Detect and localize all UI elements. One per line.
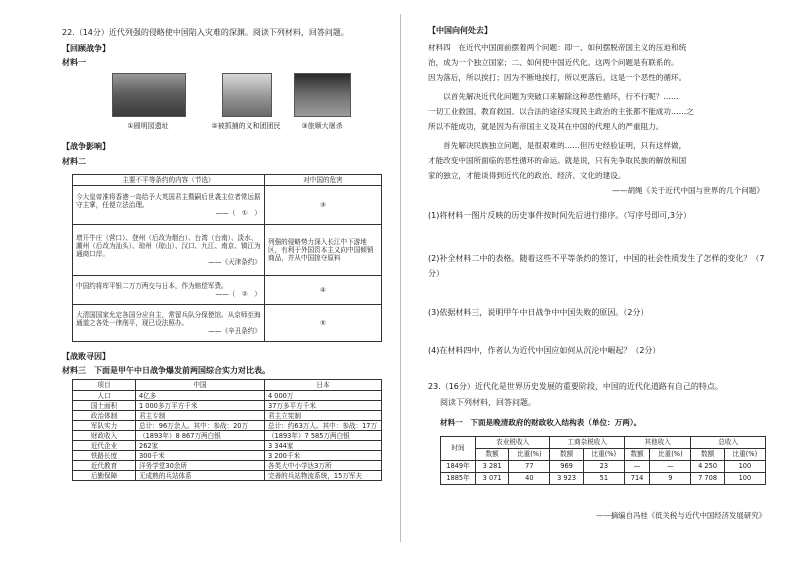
caption-3: ③旅顺大屠杀 (301, 122, 343, 130)
fiscal-subheader: 数额 (476, 449, 509, 461)
cell: 近代教育 (73, 461, 136, 471)
table-row (73, 391, 382, 401)
fiscal-subheader: 比重(%) (509, 449, 550, 461)
section-where-china-goes: 【中国向何处去】 (428, 26, 492, 35)
table-row (441, 473, 766, 485)
cell: 3 281 (476, 461, 509, 473)
passage-line: 以首先解决近代化问题为突破口来解除这种恶性循环，行不行呢？…… (428, 92, 679, 101)
table-row (73, 225, 382, 276)
material-2-label: 材料二 (62, 157, 86, 166)
question-22-2: (2)补全材料二中的表格。随着这些不平等条约的签订，中国的社会性质发生了怎样的变化？（7分） (428, 254, 765, 278)
cell: 完善的兵站物流系统，15万军夫 (265, 471, 382, 481)
cell: 近代企业 (73, 441, 136, 451)
fiscal-header-group: 总收入 (691, 437, 766, 449)
cell: 政治体制 (73, 411, 136, 421)
material-1-label: 材料一 (62, 58, 86, 67)
table-row (73, 411, 382, 421)
question-22-1: (1)将材料一图片反映的历史事件按时间先后进行排序。（写序号即可,3分） (428, 211, 691, 220)
q23-stem-2: 阅读下列材料，回答问题。 (440, 398, 536, 407)
cell: 37万多平方千米 (265, 401, 382, 411)
table-row (73, 441, 382, 451)
treaty-harm: 列强的侵略势力深入长江中下游地区，有利于外国资本主义向中国倾销商品，并从中国掠夺原料 (265, 225, 382, 276)
fiscal-subheader: 数额 (624, 449, 649, 461)
cell: （1893年）7 585万两白银 (265, 431, 382, 441)
q23-stem: 23.（16分）近代化是世界历史发展的重要阶段，中国的近代化道路有自己的特点。 (428, 382, 723, 391)
treaty-harm: ⑤ (265, 305, 382, 342)
q23-source: ——摘编自冯桂《低关税与近代中国经济发展研究》 (596, 511, 766, 520)
cell: 40 (509, 473, 550, 485)
treaty-content: 大清国国家允定各国分应自主，常留兵队分保使馆。从京师至海通道之各处一律削平，现已设法照办。 (76, 310, 261, 328)
fiscal-header-group: 其他收入 (624, 437, 691, 449)
captured-boxers-photo (222, 73, 272, 117)
fiscal-subheader: 数额 (550, 449, 583, 461)
cell: 君主立宪制 (265, 411, 382, 421)
passage-line: 才能改变中国所面临的恶性循环的命运。就是说，只有先争取民族的解放和国 (428, 156, 687, 165)
cell: — (624, 461, 649, 473)
cell: 总计：约63万人。其中：参战：17万 (265, 421, 382, 431)
cell: 3 344家 (265, 441, 382, 451)
fiscal-subheader: 比重(%) (650, 449, 691, 461)
cell: 3 923 (550, 473, 583, 485)
table-row (73, 461, 382, 471)
cell: 洋务学堂30余所 (136, 461, 265, 471)
treaty-harm: ④ (265, 276, 382, 305)
passage-line: 所以不能成功，就是因为有帝国主义及其在中国的代理人的严重阻力。 (428, 122, 664, 131)
cell: 9 (650, 473, 691, 485)
cell: 969 (550, 461, 583, 473)
section-review-war: 【回顾战争】 (62, 44, 110, 53)
cell: 262家 (136, 441, 265, 451)
power-header: 项目 (73, 380, 136, 391)
passage-line: 首先解决民族独立问题，是很艰难的……但历史经验证明，只有这样做， (428, 141, 687, 150)
treaty-table (72, 174, 382, 342)
power-header: 中国 (136, 380, 265, 391)
cell: 国土面积 (73, 401, 136, 411)
cell: 23 (583, 461, 624, 473)
cell: 4 000万 (265, 391, 382, 401)
treaty-source: ——《辛丑条约》 (208, 327, 261, 336)
cell: 总计：96万余人。其中：参战：20万 (136, 421, 265, 431)
cell: 人口 (73, 391, 136, 401)
cell: （1893年）8 867万两白银 (136, 431, 265, 441)
cell: 后勤保障 (73, 471, 136, 481)
caption-2: ②被抓捕的义和团团民 (211, 122, 281, 130)
cell: 各类大中小学达3万所 (265, 461, 382, 471)
treaty-content: 中国约将库平银二万万两交与日本，作为赔偿军费。 (76, 282, 228, 290)
fiscal-header-time: 时间 (441, 437, 476, 461)
table-row (73, 421, 382, 431)
passage-line: 治，成为一个独立国家；二、如何使中国近代化。这两个问题是有联系的。 (428, 58, 679, 67)
treaty-content: 今大皇帝准将香港一岛给予大英国君主暨嗣后世袭主位者常远据守主掌，任便立法治理。 (76, 192, 261, 210)
cell: 1849年 (441, 461, 476, 473)
cell: 4 250 (691, 461, 724, 473)
yuanmingyuan-ruins-photo (112, 73, 186, 117)
cell: 3 200千米 (265, 451, 382, 461)
passage-line: 一切工业救国、教育救国、以合法的途径实现民主政治的主张都不能成功……之 (428, 107, 694, 116)
q23-material-1-label: 材料一 下面是晚清政府的财政收入结构表（单位：万两）。 (440, 418, 642, 427)
cell: 3 071 (476, 473, 509, 485)
cell: 君主专制 (136, 411, 265, 421)
table-row (73, 471, 382, 481)
cell: 51 (583, 473, 624, 485)
passage-line: 家的独立，才能谈得到近代化的政治、经济、文化的建设。 (428, 171, 626, 180)
fiscal-subheader: 比重(%) (724, 449, 765, 461)
cell: 714 (624, 473, 649, 485)
treaty-header-harm: 对中国的危害 (265, 175, 382, 186)
cell: 4亿多 (136, 391, 265, 401)
material-4-source: ——胡绳《关于近代中国与世界的几个问题》 (612, 186, 764, 195)
cell: 财政收入 (73, 431, 136, 441)
column-divider (400, 14, 401, 542)
question-22-4: (4)在材料四中，作者认为近代中国应如何从沉沦中崛起？（2分） (428, 346, 661, 355)
passage-line: 材料四 在近代中国面前摆着两个问题：即一、如何摆脱帝国主义的压迫和统 (428, 43, 687, 52)
cell: 无成熟的兵站体系 (136, 471, 265, 481)
fiscal-subheader: 数额 (691, 449, 724, 461)
fiscal-header-group: 农业税收入 (476, 437, 550, 449)
fiscal-header-group: 工商杂税收入 (550, 437, 624, 449)
passage-line: 因为落后，所以挨打；因为不断地挨打，所以更落后。这是一个恶性的循环。 (428, 73, 687, 82)
q22-stem: 22.（14分）近代列强的侵略使中国陷入灾难的深渊。阅读下列材料，回答问题。 (62, 28, 349, 37)
treaty-header-content: 主要不平等条约的内容（节选） (73, 175, 265, 186)
cell: 1 000多万平方千米 (136, 401, 265, 411)
section-defeat-causes: 【战败寻因】 (62, 352, 110, 361)
cell: — (650, 461, 691, 473)
material-3-label: 材料三 下面是甲午中日战争爆发前两国综合实力对比表。 (62, 366, 270, 375)
table-row (73, 451, 382, 461)
treaty-source: ——（ ① ） (215, 209, 261, 218)
table-row (73, 305, 382, 342)
cell: 100 (724, 473, 765, 485)
cell: 7 708 (691, 473, 724, 485)
fiscal-subheader: 比重(%) (583, 449, 624, 461)
table-row (73, 276, 382, 305)
power-header: 日本 (265, 380, 382, 391)
lushun-massacre-photo (294, 73, 351, 117)
fiscal-revenue-table (440, 436, 766, 485)
table-row (441, 461, 766, 473)
table-row (73, 186, 382, 225)
cell: 300千米 (136, 451, 265, 461)
power-comparison-table (72, 379, 382, 481)
table-row (73, 401, 382, 411)
section-war-impact: 【战争影响】 (62, 142, 110, 151)
table-row (73, 431, 382, 441)
question-22-3: (3)依据材料三，说明甲午中日战争中中国失败的原因。（2分） (428, 308, 649, 317)
treaty-harm: ③ (265, 186, 382, 225)
cell: 铁路长度 (73, 451, 136, 461)
cell: 1885年 (441, 473, 476, 485)
material-4-passage (428, 40, 764, 198)
cell: 77 (509, 461, 550, 473)
treaty-source: ——（ ② ） (215, 290, 261, 299)
cell: 100 (724, 461, 765, 473)
caption-1: ①圆明园遗址 (127, 122, 169, 130)
treaty-source: ——《天津条约》 (208, 258, 261, 267)
treaty-content: 增开牛庄（营口）、登州（后改为烟台）、台湾（台南）、淡水、潮州（后改为汕头）、琼州（琼山）、汉口、九江、南京、镇江为通商口岸。 (76, 233, 261, 259)
cell: 军队实力 (73, 421, 136, 431)
